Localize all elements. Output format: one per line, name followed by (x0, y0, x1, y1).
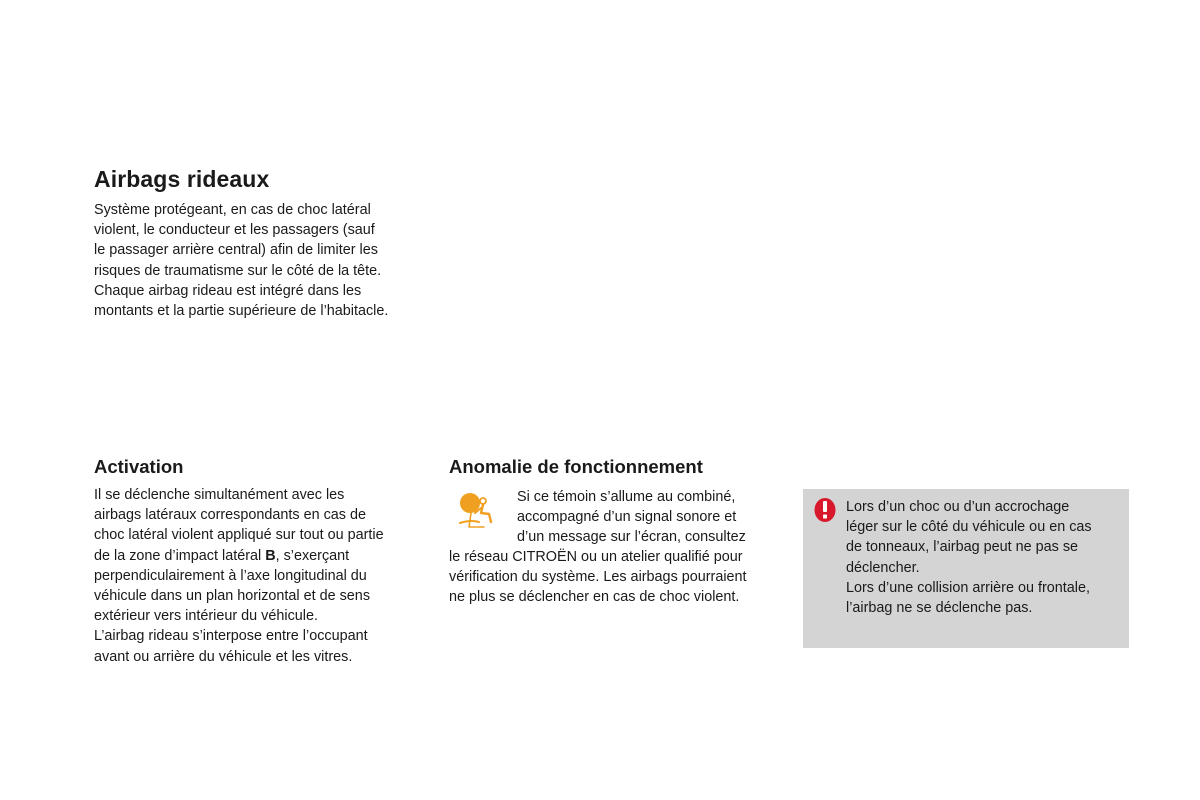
text-line: léger sur le côté du véhicule ou en cas (846, 519, 1092, 536)
text-line: montants et la partie supérieure de l’habitacle. (94, 303, 389, 320)
anomaly-paragraph-indented (517, 487, 746, 548)
exclamation-icon (814, 497, 836, 523)
text-line: avant ou arrière du véhicule et les vitres. (94, 648, 353, 665)
text-line: d’un message sur l’écran, consultez (517, 529, 746, 546)
text-line: violent, le conducteur et les passagers (sauf (94, 222, 375, 239)
text-line: le réseau CITROËN ou un atelier qualifié pour (449, 549, 743, 565)
text-line: Lors d’une collision arrière ou frontale, (846, 579, 1090, 596)
activation-paragraph (94, 485, 384, 667)
intro-paragraph (94, 200, 388, 321)
text-line: Chaque airbag rideau est intégré dans les (94, 282, 362, 299)
text-line: Lors d’un choc ou d’un accrochage (846, 499, 1070, 515)
text-line: ne plus se déclencher en cas de choc violent. (449, 589, 740, 606)
text-line: véhicule dans un plan horizontal et de sens (94, 588, 371, 605)
text-fragment: de la zone d’impact latéral (94, 547, 266, 564)
activation-heading: Activation (94, 456, 184, 477)
warning-text (846, 497, 1092, 618)
impact-zone-label: B (265, 547, 276, 564)
airbag-warning-lamp-icon (456, 492, 496, 532)
text-line: extérieur vers intérieur du véhicule. (94, 608, 318, 625)
text-line: de tonneaux, l’airbag peut ne pas se (846, 539, 1079, 556)
text-line: perpendiculairement à l’axe longitudinal du (94, 567, 367, 584)
text-line: déclencher. (846, 559, 920, 576)
text-line (94, 546, 384, 566)
text-line: vérification du système. Les airbags pourraient (449, 569, 747, 586)
text-line: risques de traumatisme sur le côté de la tête. (94, 262, 382, 279)
anomaly-heading: Anomalie de fonctionnement (449, 456, 703, 477)
text-fragment: , s’exerçant (275, 547, 350, 564)
text-line: airbags latéraux correspondants en cas de (94, 507, 366, 524)
text-line: le passager arrière central) afin de limiter les (94, 242, 378, 259)
text-line: l’airbag ne se déclenche pas. (846, 600, 1033, 617)
text-line: Il se déclenche simultanément avec les (94, 487, 345, 503)
warning-box (803, 489, 1129, 648)
text-line: choc latéral violent appliqué sur tout ou partie (94, 527, 384, 544)
text-line: accompagné d’un signal sonore et (517, 509, 737, 526)
text-line: Si ce témoin s’allume au combiné, (517, 489, 736, 505)
page-title: Airbags rideaux (94, 166, 270, 192)
text-line: Système protégeant, en cas de choc latéral (94, 202, 371, 218)
text-line: L’airbag rideau s’interpose entre l’occupant (94, 628, 368, 645)
anomaly-paragraph (449, 547, 747, 608)
